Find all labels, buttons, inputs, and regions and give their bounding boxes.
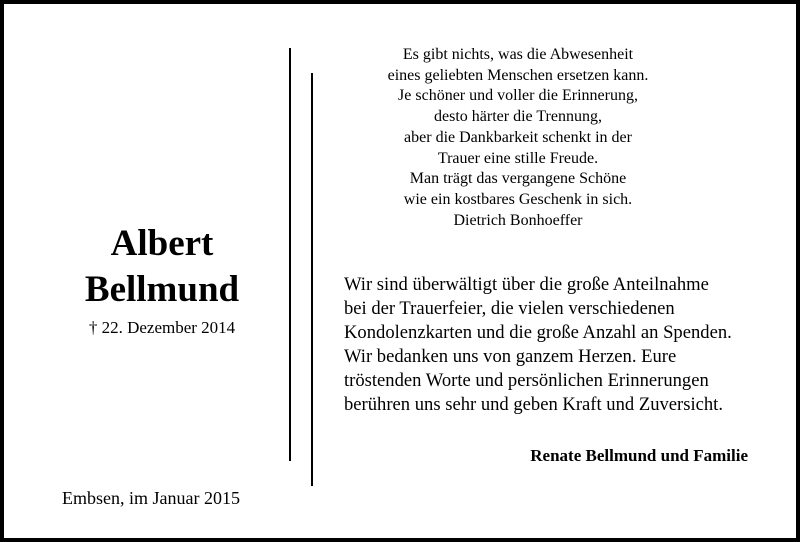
quote-author: Dietrich Bonhoeffer — [453, 211, 583, 229]
deceased-last-name: Bellmund — [84, 269, 240, 310]
place-and-date: Embsen, im Januar 2015 — [62, 488, 240, 508]
message-line: berühren uns sehr und geben Kraft und Zuversicht. — [344, 393, 723, 415]
divider-line-left — [289, 48, 291, 461]
quote-line: Trauer eine stille Freude. — [437, 149, 599, 167]
message-line: tröstenden Worte und persönlichen Erinnerungen — [344, 369, 709, 391]
signature: Renate Bellmund und Familie — [530, 446, 748, 465]
quote-block — [322, 45, 714, 231]
deceased-first-name: Albert — [110, 223, 214, 264]
divider-line-right — [311, 73, 313, 486]
quote-line: aber die Dankbarkeit schenkt in der — [404, 128, 632, 146]
message-line: Wir sind überwältigt über die große Anteilnahme — [344, 274, 709, 295]
quote-line: wie ein kostbares Geschenk in sich. — [403, 190, 633, 208]
quote-line: Es gibt nichts, was die Abwesenheit — [402, 46, 634, 63]
death-date: † 22. Dezember 2014 — [88, 318, 236, 337]
message-line: Kondolenzkarten und die große Anzahl an Spenden. — [344, 321, 732, 343]
message-line: Wir bedanken uns von ganzem Herzen. Eure — [344, 345, 677, 367]
quote-line: desto härter die Trennung, — [434, 108, 602, 126]
message-line: bei der Trauerfeier, die vielen verschiedenen — [344, 297, 675, 319]
quote-line: eines geliebten Menschen ersetzen kann. — [387, 66, 649, 84]
quote-line: Man trägt das vergangene Schöne — [409, 170, 627, 188]
quote-line: Je schöner und voller die Erinnerung, — [398, 87, 638, 105]
thank-you-message — [344, 273, 732, 416]
